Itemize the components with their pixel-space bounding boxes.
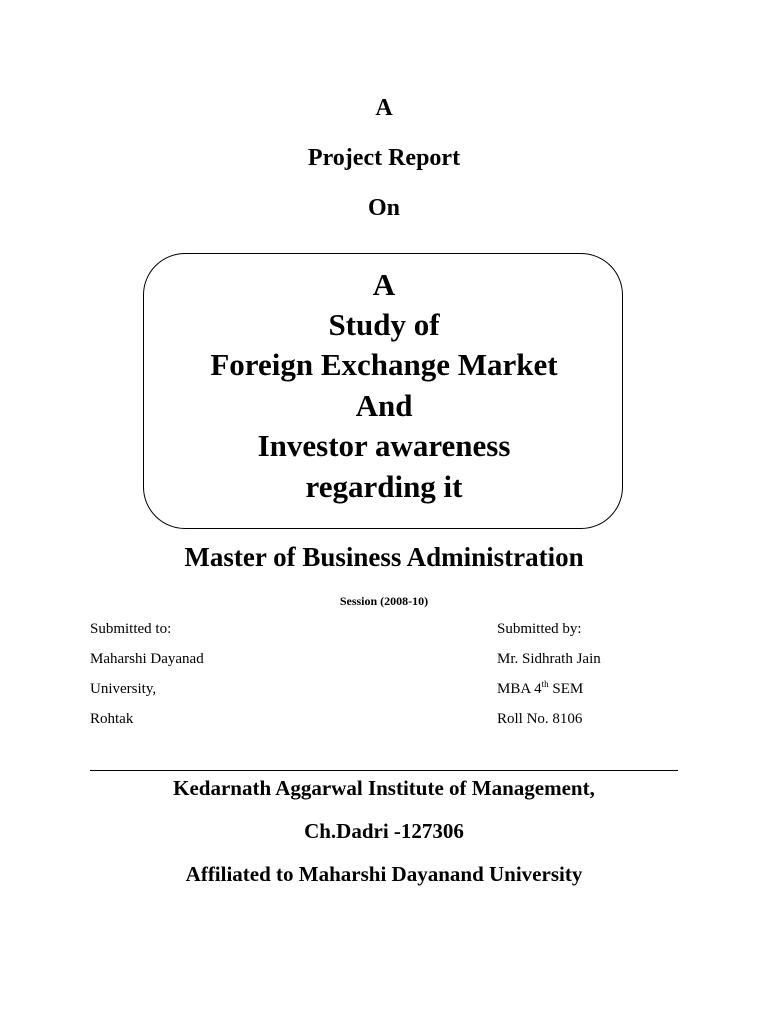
- session-label: Session (2008-10): [339, 594, 429, 608]
- submitted-to-line-3: Rohtak: [90, 711, 134, 727]
- course-suffix: SEM: [548, 681, 584, 697]
- title-line-5: Investor awareness: [257, 428, 511, 463]
- submitted-to-line-2: University,: [90, 681, 157, 697]
- institute-affiliation: Affiliated to Maharshi Dayanand University: [185, 862, 583, 886]
- title-line-6: regarding it: [305, 469, 463, 504]
- cover-line-a: A: [375, 95, 393, 121]
- degree-title: Master of Business Administration: [184, 542, 584, 572]
- title-line-2: Study of: [328, 307, 440, 342]
- submitted-by-roll: Roll No. 8106: [497, 711, 583, 727]
- course-superscript: th: [541, 679, 549, 689]
- submitted-by-course: [497, 680, 583, 698]
- cover-line-project-report: Project Report: [307, 145, 461, 171]
- title-line-4: And: [355, 388, 413, 423]
- submitted-by-name: Mr. Sidhrath Jain: [497, 651, 601, 667]
- separator-rule: [90, 770, 678, 771]
- institute-name: Kedarnath Aggarwal Institute of Management,: [173, 776, 595, 800]
- title-line-3: Foreign Exchange Market: [210, 347, 558, 382]
- submitted-by-label: Submitted by:: [497, 621, 582, 637]
- submitted-to-line-1: Maharshi Dayanad: [90, 651, 204, 667]
- submitted-to-label: Submitted to:: [90, 621, 172, 637]
- cover-line-on: On: [367, 195, 400, 221]
- institute-location: Ch.Dadri -127306: [304, 819, 464, 843]
- title-line-1: A: [372, 267, 396, 302]
- course-prefix: MBA 4: [497, 681, 542, 697]
